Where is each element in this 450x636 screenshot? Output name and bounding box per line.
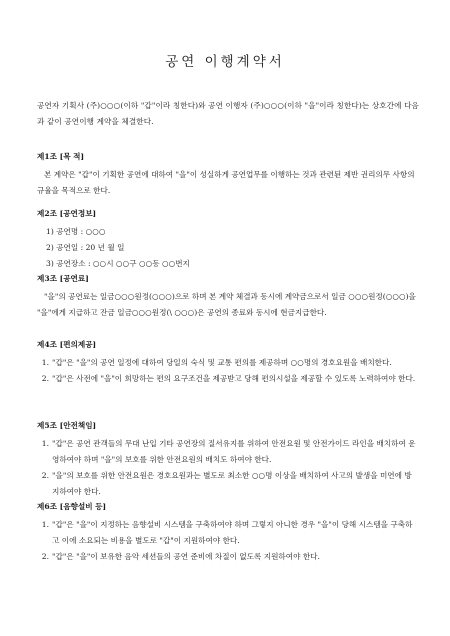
item-number: 2. [41, 471, 49, 480]
item-text: "을"의 보호를 위한 안전요원은 경호요원과는 별도로 최소한 ○○명 이상을 배치하여 사고의 발생을 미연에 방지하여야 한다. [52, 471, 412, 496]
list-item [37, 468, 419, 500]
article-5 [37, 419, 419, 500]
list-item [37, 371, 419, 387]
info-line: 3) 공연장소 : ○○시 ○○구 ○○동 ○○번지 [46, 259, 190, 268]
article-4 [37, 338, 419, 387]
item-text: "갑"은 공연 관객들의 무대 난입 기타 공연장의 질서유지를 위하여 안전요원 및 안전가이드 라인을 배치하여 운영하여야 하며 "을"의 보호를 위한 안전요원의 배치도 하여야 한다. [52, 439, 416, 464]
item-number: 1. [41, 358, 49, 367]
list-item [37, 549, 419, 565]
article-6 [37, 500, 419, 565]
article-3 [37, 272, 419, 321]
item-text: "갑"은 "을"이 지정하는 음향설비 시스템을 구축하여야 하며 그렇지 아니한 경우 "을"이 당해 시스템을 구축하고 이에 소요되는 비용을 별도로 "갑"이 지원하여야 한다. [52, 520, 413, 545]
item-number: 1. [41, 439, 49, 448]
item-text: "갑"은 "을"의 공연 일정에 대하여 당일의 숙식 및 교통 편의를 제공하며 ○○명의 경호요원을 배치한다. [52, 358, 392, 367]
info-line: 1) 공연명 : ○○○ [46, 227, 106, 236]
list-item [37, 436, 419, 468]
article-heading: 제6조 [음향설비 등] [37, 502, 107, 511]
document-title: 공연 이행계약서 [165, 54, 285, 70]
list-item [37, 355, 419, 371]
article-1 [37, 150, 419, 199]
item-number: 2. [41, 374, 49, 383]
article-heading: 제2조 [공연정보] [37, 209, 97, 218]
article-2 [37, 207, 419, 272]
article-body: "을"의 공연료는 일금○○○원정(○○○)으로 하며 본 계약 체결과 동시에 계약금으로서 일금 ○○○원정(○○○)을 "을"에게 지급하고 잔금 일금○○○원정(\ ○○○)은 공연의 종료와 동시에 현금지급한다. [37, 292, 416, 317]
item-text: "갑"은 사전에 "을"이 희망하는 편의 요구조건을 제공받고 당해 편의시설을 제공할 수 있도록 노력하여야 한다. [52, 374, 416, 383]
article-heading: 제3조 [공연료] [37, 274, 89, 283]
list-item [37, 517, 419, 549]
article-heading: 제5조 [안전책임] [37, 421, 97, 430]
article-heading: 제1조 [목 적] [37, 152, 85, 161]
intro-paragraph: 공연자 기획사 (주)○○○(이하 "갑"이라 칭한다)와 공연 이행자 (주)○○○(이하 "을"이라 칭한다)는 상호간에 다음과 같이 공연이행 계약을 체결한다. [37, 101, 419, 126]
item-number: 2. [41, 552, 49, 561]
article-heading: 제4조 [편의제공] [37, 340, 97, 349]
info-line: 2) 공연일 : 20 년 월 일 [46, 243, 125, 252]
item-text: "갑"은 "을"이 보유한 음악 세션들의 공연 준비에 차질이 없도록 지원하여야 한다. [52, 552, 320, 561]
item-number: 1. [41, 520, 49, 529]
article-body: 본 계약은 "갑"이 기획한 공연에 대하여 "을"이 성실하게 공연업무를 이행하는 것과 관련된 제반 권리의무 사항의 규율을 목적으로 한다. [37, 170, 415, 195]
